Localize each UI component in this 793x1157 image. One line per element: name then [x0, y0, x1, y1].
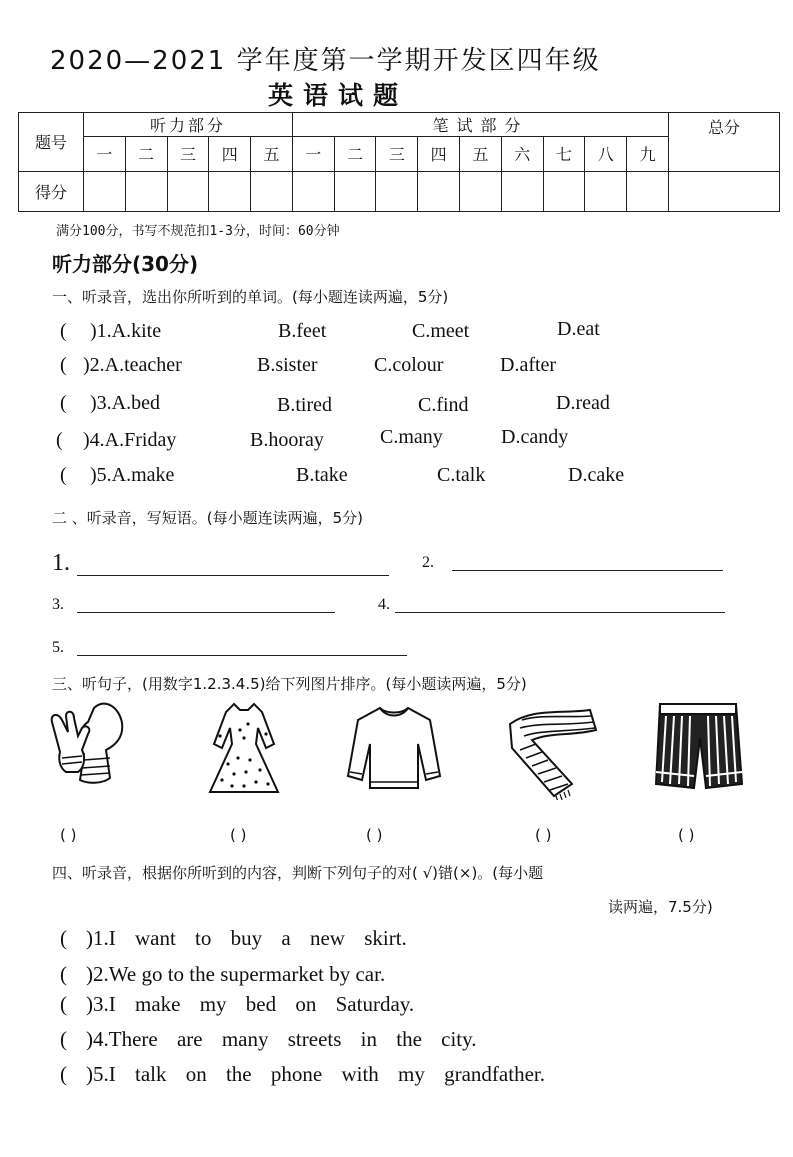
answer-line[interactable]	[77, 575, 389, 576]
statement-text: )2.We go to the supermarket by car.	[86, 962, 386, 986]
col-l5: 五	[251, 137, 293, 171]
score-table	[18, 112, 780, 212]
col-w5: 五	[460, 137, 502, 171]
blank-number: 1.	[52, 550, 70, 576]
col-w6: 六	[501, 137, 543, 171]
option-d: D.eat	[557, 318, 600, 340]
statement-text: )3.I make my bed on Saturday.	[86, 992, 415, 1016]
col-w7: 七	[543, 137, 585, 171]
label-score: 得分	[19, 171, 84, 211]
score-cell[interactable]	[543, 171, 585, 211]
score-cell[interactable]	[167, 171, 209, 211]
part2-title: 二 、听录音，写短语。(每小题连读两遍，5分)	[52, 509, 364, 527]
col-w1: 一	[292, 137, 334, 171]
answer-paren[interactable]: (	[60, 354, 67, 376]
part4-title: 四、听录音，根据你所听到的内容，判断下列句子的对( √)错(×)。(每小题	[52, 864, 544, 882]
order-blank[interactable]: ( )	[366, 826, 383, 844]
listening-header: 听力部分	[84, 113, 293, 137]
option-c: C.find	[418, 394, 469, 416]
score-cell[interactable]	[627, 171, 669, 211]
option-b: B.sister	[257, 354, 318, 376]
score-cell[interactable]	[84, 171, 126, 211]
option-a: )1.A.kite	[90, 320, 162, 342]
statement-text: )1.I want to buy a new skirt.	[86, 926, 407, 950]
answer-line[interactable]	[395, 612, 725, 613]
sweater-icon	[346, 702, 442, 794]
blank-number: 3.	[52, 596, 64, 613]
part1-title: 一、听录音，选出你所听到的单词。(每小题连读两遍，5分)	[52, 288, 449, 306]
answer-paren[interactable]: (	[60, 1062, 67, 1086]
answer-paren[interactable]: (	[60, 392, 67, 414]
answer-paren[interactable]: (	[60, 1027, 67, 1051]
order-blank[interactable]: ( )	[535, 826, 552, 844]
statement-text: )4.There are many streets in the city.	[86, 1027, 477, 1051]
gloves-icon	[44, 698, 128, 798]
option-d: D.read	[556, 392, 610, 414]
score-cell[interactable]	[334, 171, 376, 211]
option-b: B.tired	[277, 394, 332, 416]
total-score-cell[interactable]	[669, 171, 780, 211]
section-listening-title: 听力部分(30分)	[52, 252, 199, 276]
col-l4: 四	[209, 137, 251, 171]
dress-icon	[204, 700, 284, 798]
option-a: )5.A.make	[90, 464, 175, 486]
col-w8: 八	[585, 137, 627, 171]
answer-paren[interactable]: (	[60, 926, 67, 950]
exam-title: 2020—2021 学年度第一学期开发区四年级	[50, 46, 601, 76]
statement-text: )5.I talk on the phone with my grandfather.	[86, 1062, 545, 1086]
col-l1: 一	[84, 137, 126, 171]
option-b: B.take	[296, 464, 348, 486]
option-a: )4.A.Friday	[83, 429, 177, 451]
col-l3: 三	[167, 137, 209, 171]
option-c: C.colour	[374, 354, 444, 376]
score-cell[interactable]	[501, 171, 543, 211]
score-cell[interactable]	[209, 171, 251, 211]
option-a: )2.A.teacher	[83, 354, 182, 376]
order-blank[interactable]: ( )	[678, 826, 695, 844]
score-cell[interactable]	[585, 171, 627, 211]
score-cell[interactable]	[292, 171, 334, 211]
total-header: 总分	[669, 113, 780, 172]
option-c: C.talk	[437, 464, 486, 486]
part4-title-cont: 读两遍，7.5分)	[608, 898, 713, 916]
score-cell[interactable]	[460, 171, 502, 211]
col-l2: 二	[125, 137, 167, 171]
score-cell[interactable]	[125, 171, 167, 211]
blank-number: 5.	[52, 639, 64, 656]
option-a: )3.A.bed	[90, 392, 160, 414]
option-d: D.candy	[501, 426, 569, 448]
col-w3: 三	[376, 137, 418, 171]
answer-line[interactable]	[77, 655, 407, 656]
label-question-number: 题号	[19, 113, 84, 172]
score-cell[interactable]	[251, 171, 293, 211]
option-b: B.feet	[278, 320, 327, 342]
option-d: D.after	[500, 354, 557, 376]
exam-note: 满分100分，书写不规范扣1-3分，时间：60分钟	[56, 224, 340, 239]
order-blank[interactable]: ( )	[230, 826, 247, 844]
col-w2: 二	[334, 137, 376, 171]
answer-paren[interactable]: (	[56, 429, 63, 451]
option-b: B.hooray	[250, 429, 324, 451]
answer-paren[interactable]: (	[60, 962, 67, 986]
score-cell[interactable]	[418, 171, 460, 211]
answer-paren[interactable]: (	[60, 992, 67, 1016]
answer-paren[interactable]: (	[60, 464, 67, 486]
shorts-icon	[652, 698, 744, 794]
blank-number: 4.	[378, 596, 390, 613]
answer-line[interactable]	[452, 570, 723, 571]
option-d: D.cake	[568, 464, 625, 486]
score-cell[interactable]	[376, 171, 418, 211]
option-c: C.many	[380, 426, 443, 448]
answer-line[interactable]	[77, 612, 335, 613]
written-header: 笔试部分	[292, 113, 668, 137]
scarf-icon	[502, 704, 606, 800]
blank-number: 2.	[422, 554, 434, 571]
option-c: C.meet	[412, 320, 470, 342]
answer-paren[interactable]: (	[60, 320, 67, 342]
col-w9: 九	[627, 137, 669, 171]
part3-title: 三、听句子，(用数字1.2.3.4.5)给下列图片排序。(每小题读两遍，5分)	[52, 675, 527, 693]
exam-subtitle: 英语试题	[268, 81, 409, 110]
col-w4: 四	[418, 137, 460, 171]
order-blank[interactable]: ( )	[60, 826, 77, 844]
